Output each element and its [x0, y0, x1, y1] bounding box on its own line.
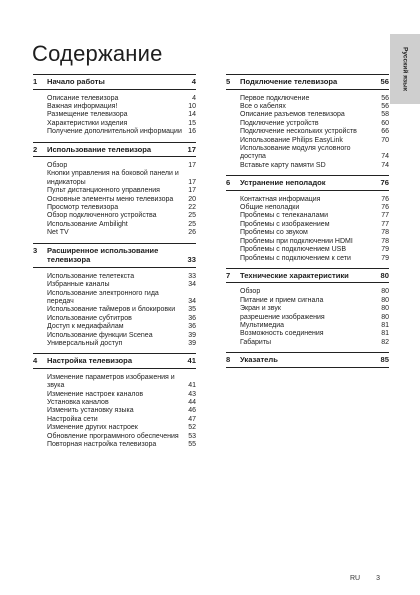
toc-entry[interactable] — [226, 238, 389, 246]
toc-entry[interactable] — [226, 137, 389, 145]
entry-title: Проблемы с телеканалами — [240, 212, 329, 220]
entry-page: 15 — [188, 119, 196, 127]
entry-title: Net TV — [47, 229, 69, 237]
entry-title: Характеристики изделия — [47, 119, 128, 127]
toc-entry[interactable] — [226, 212, 389, 220]
entry-page: 35 — [188, 306, 196, 314]
entry-title: Все о кабелях — [240, 102, 286, 110]
entry-page: 41 — [188, 382, 196, 390]
section-items — [226, 191, 389, 265]
entry-title: Просмотр телевизора — [47, 204, 119, 212]
entry-title: Универсальный доступ — [47, 339, 123, 347]
entry-page: 17 — [188, 178, 196, 186]
section-number: 1 — [33, 77, 38, 86]
entry-title: Использование субтитров — [47, 314, 132, 322]
toc-entry[interactable] — [226, 246, 389, 254]
toc-entry[interactable] — [33, 374, 196, 391]
entry-page: 79 — [381, 246, 389, 254]
entry-title: Использование Philips EasyLink — [240, 136, 343, 144]
entry-title: Избранные каналы — [47, 281, 110, 289]
section-items — [33, 268, 196, 351]
section-title: Подключение телевизора — [240, 77, 338, 86]
entry-page: 58 — [381, 111, 389, 119]
toc-entry[interactable] — [226, 103, 389, 111]
toc-entry[interactable] — [226, 196, 389, 204]
section-page: 41 — [187, 356, 196, 366]
entry-page: 39 — [188, 339, 196, 347]
toc-entry[interactable] — [33, 212, 196, 220]
toc-left-column — [33, 74, 196, 455]
entry-page: 76 — [381, 204, 389, 212]
section-page: 76 — [380, 178, 389, 188]
section-title: Указатель — [240, 355, 278, 365]
section-items — [33, 90, 196, 139]
entry-title: Подключение устройств — [240, 119, 319, 127]
toc-entry[interactable] — [226, 255, 389, 263]
section-items — [33, 157, 196, 240]
entry-page: 25 — [188, 212, 196, 220]
entry-page: 81 — [381, 322, 389, 330]
toc-entry[interactable] — [226, 330, 389, 338]
entry-title: Использование телетекста — [47, 272, 135, 280]
toc-entry[interactable] — [33, 424, 196, 432]
section-heading[interactable] — [226, 352, 389, 368]
toc-entry[interactable] — [226, 145, 389, 162]
section-heading[interactable] — [226, 175, 389, 191]
toc-entry[interactable] — [33, 399, 196, 407]
toc-entry[interactable] — [226, 120, 389, 128]
section-number: 4 — [33, 356, 38, 366]
entry-page: 34 — [188, 297, 196, 305]
section-page: 85 — [380, 355, 389, 365]
language-side-tab — [390, 34, 420, 104]
entry-title: Экран и звук — [240, 305, 281, 313]
toc-entry[interactable] — [226, 305, 389, 313]
entry-page: 39 — [188, 331, 196, 339]
toc-entry[interactable] — [226, 314, 389, 322]
entry-title: Подключение нескольких устройств — [240, 128, 357, 136]
toc-entry[interactable] — [33, 391, 196, 399]
section-page: 33 — [187, 255, 196, 265]
toc-entry[interactable] — [226, 95, 389, 103]
entry-title: Обзор — [47, 162, 68, 170]
entry-title: Вставьте карту памяти SD — [240, 161, 326, 169]
section-page: 4 — [191, 77, 196, 86]
entry-page: 66 — [381, 128, 389, 136]
section-number: 8 — [226, 355, 231, 365]
toc-entry[interactable] — [226, 339, 389, 347]
entry-page: 60 — [381, 119, 389, 127]
entry-page: 76 — [381, 195, 389, 203]
toc-entry[interactable] — [33, 323, 196, 331]
language-tab-label: Русский язык — [401, 47, 409, 91]
entry-page: 17 — [188, 187, 196, 195]
entry-title: Изменение других настроек — [47, 424, 138, 432]
section-heading[interactable] — [226, 268, 389, 284]
entry-title: Изменить установку языка — [47, 407, 134, 415]
section-items — [33, 369, 196, 452]
entry-title: Использование модуля условного доступа — [240, 144, 351, 161]
toc-section — [33, 353, 196, 451]
toc-entry[interactable] — [226, 322, 389, 330]
entry-page: 74 — [381, 153, 389, 161]
entry-page: 80 — [381, 288, 389, 296]
toc-entry[interactable] — [33, 111, 196, 119]
entry-title: Важная информация! — [47, 102, 118, 110]
toc-entry[interactable] — [33, 95, 196, 103]
entry-page: 16 — [188, 128, 196, 136]
toc-entry[interactable] — [226, 297, 389, 305]
entry-title: Получение дополнительной информации — [47, 128, 182, 136]
section-page: 17 — [187, 144, 196, 154]
section-title: Настройка телевизора — [47, 356, 133, 366]
entry-title: Проблемы при подключении HDMI — [240, 237, 353, 245]
entry-title: Доступ к медиафайлам — [47, 323, 124, 331]
toc-section — [226, 352, 389, 368]
section-title: Устранение неполадок — [240, 178, 326, 188]
entry-page: 25 — [188, 220, 196, 228]
toc-entry[interactable] — [33, 441, 196, 449]
entry-title: Контактная информация — [240, 195, 321, 203]
section-heading[interactable] — [33, 142, 196, 158]
footer-language: RU — [350, 575, 361, 582]
entry-title: Использование таймеров и блокировки — [47, 306, 176, 314]
entry-title: Обновление программного обеспечения — [47, 432, 179, 440]
section-page: 56 — [380, 77, 389, 86]
toc-entry[interactable] — [226, 162, 389, 170]
entry-page: 80 — [381, 305, 389, 313]
entry-title: Общие неполадки — [240, 204, 300, 212]
toc-entry[interactable] — [33, 281, 196, 289]
toc-entry[interactable] — [226, 229, 389, 237]
section-number: 5 — [226, 77, 231, 86]
entry-page: 14 — [188, 111, 196, 119]
entry-page: 43 — [188, 390, 196, 398]
entry-title: Питание и прием сигнала — [240, 296, 324, 304]
entry-page: 34 — [188, 281, 196, 289]
section-heading[interactable] — [33, 353, 196, 369]
entry-title: Использование функции Scenea — [47, 331, 153, 339]
entry-page: 78 — [381, 229, 389, 237]
entry-page: 44 — [188, 399, 196, 407]
entry-title: Использование электронного гида передач — [47, 289, 159, 305]
page-footer — [350, 575, 380, 582]
toc-section — [226, 268, 389, 349]
entry-title: Изменение параметров изображения и звука — [47, 373, 175, 390]
entry-page: 79 — [381, 254, 389, 262]
section-page: 80 — [380, 270, 389, 280]
section-number: 2 — [33, 144, 38, 154]
toc-entry[interactable] — [33, 407, 196, 415]
section-items — [226, 90, 389, 173]
toc-entry[interactable] — [33, 196, 196, 204]
toc-section — [226, 74, 389, 172]
entry-title: Проблемы с подключением к сети — [240, 254, 351, 262]
entry-title: Обзор — [240, 288, 261, 296]
entry-page: 22 — [188, 204, 196, 212]
section-title: Расширенное использование телевизора — [47, 245, 159, 265]
toc-entry[interactable] — [226, 128, 389, 136]
section-heading[interactable] — [226, 74, 389, 90]
entry-page: 26 — [188, 229, 196, 237]
entry-page: 33 — [188, 272, 196, 280]
toc-entry[interactable] — [33, 290, 196, 307]
section-title: Технические характеристики — [240, 270, 349, 280]
toc-entry[interactable] — [33, 187, 196, 195]
entry-page: 36 — [188, 323, 196, 331]
entry-page: 80 — [381, 313, 389, 321]
entry-page: 53 — [188, 432, 196, 440]
entry-title: Кнопки управления на боковой панели и индикаторы — [47, 170, 179, 186]
entry-title: Описание разъемов телевизора — [240, 111, 345, 119]
toc-entry[interactable] — [33, 120, 196, 128]
toc-section — [226, 175, 389, 265]
entry-title: Проблемы со звуком — [240, 229, 308, 237]
entry-title: разрешение изображения — [240, 313, 325, 321]
entry-page: 77 — [381, 212, 389, 220]
entry-title: Установка каналов — [47, 399, 109, 407]
toc-entry[interactable] — [33, 170, 196, 187]
section-title: Начало работы — [47, 77, 105, 86]
entry-page: 10 — [188, 102, 196, 110]
section-title: Использование телевизора — [47, 144, 152, 154]
page-title: Содержание — [32, 40, 163, 66]
toc-section — [33, 142, 196, 240]
toc-entry[interactable] — [226, 288, 389, 296]
entry-title: Настройка сети — [47, 415, 98, 423]
entry-title: Габариты — [240, 338, 272, 346]
entry-page: 82 — [381, 338, 389, 346]
section-items — [226, 283, 389, 349]
entry-page: 77 — [381, 220, 389, 228]
toc-entry[interactable] — [33, 103, 196, 111]
toc-entry[interactable] — [33, 332, 196, 340]
entry-title: Проблемы с изображением — [240, 220, 330, 228]
section-number: 3 — [33, 245, 38, 255]
toc-entry[interactable] — [33, 306, 196, 314]
entry-page: 36 — [188, 314, 196, 322]
entry-title: Возможность соединения — [240, 330, 324, 338]
entry-title: Описание телевизора — [47, 94, 119, 102]
entry-title: Повторная настройка телевизора — [47, 441, 157, 449]
entry-page: 46 — [188, 407, 196, 415]
section-number: 7 — [226, 270, 231, 280]
section-heading[interactable] — [33, 243, 196, 268]
entry-page: 17 — [188, 162, 196, 170]
entry-page: 56 — [381, 94, 389, 102]
section-heading[interactable] — [33, 74, 196, 90]
toc-entry[interactable] — [33, 416, 196, 424]
entry-title: Размещение телевизора — [47, 111, 128, 119]
toc-entry[interactable] — [33, 128, 196, 136]
entry-page: 20 — [188, 195, 196, 203]
toc-section — [33, 74, 196, 139]
toc-entry[interactable] — [33, 315, 196, 323]
toc-entry[interactable] — [33, 340, 196, 348]
toc-entry[interactable] — [33, 433, 196, 441]
entry-page: 78 — [381, 237, 389, 245]
entry-title: Использование Ambilight — [47, 220, 128, 228]
toc-entry[interactable] — [33, 221, 196, 229]
toc-entry[interactable] — [33, 229, 196, 237]
entry-page: 52 — [188, 424, 196, 432]
toc-right-column — [226, 74, 389, 371]
footer-page-number: 3 — [376, 575, 380, 582]
toc-entry[interactable] — [33, 273, 196, 281]
entry-title: Пульт дистанционного управления — [47, 187, 160, 195]
entry-title: Первое подключение — [240, 94, 310, 102]
entry-title: Проблемы с подключением USB — [240, 246, 347, 254]
entry-page: 4 — [192, 94, 196, 102]
entry-page: 74 — [381, 161, 389, 169]
entry-page: 55 — [188, 441, 196, 449]
entry-page: 56 — [381, 102, 389, 110]
entry-title: Основные элементы меню телевизора — [47, 195, 174, 203]
entry-page: 47 — [188, 415, 196, 423]
toc-entry[interactable] — [226, 111, 389, 119]
entry-page: 80 — [381, 296, 389, 304]
section-number: 6 — [226, 178, 231, 188]
entry-title: Изменение настроек каналов — [47, 390, 144, 398]
entry-page: 81 — [381, 330, 389, 338]
entry-title: Обзор подключенного устройства — [47, 212, 157, 220]
entry-title: Мультимедиа — [240, 322, 284, 330]
entry-page: 70 — [381, 136, 389, 144]
toc-section — [33, 243, 196, 351]
